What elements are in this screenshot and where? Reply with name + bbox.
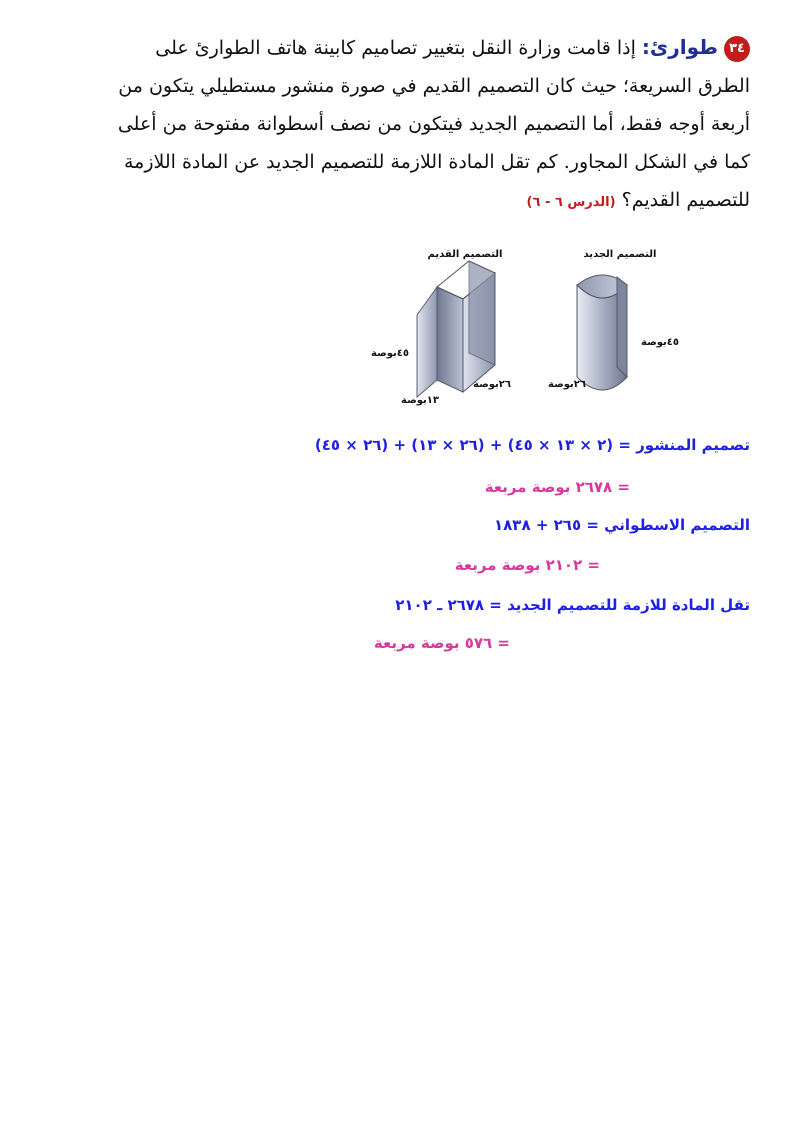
solution-cylinder-formula: التصميم الاسطواني = ٢٦٥ + ١٨٣٨ [494,516,750,534]
old-height-label: ٤٥بوصة [371,348,409,359]
old-depth-label: ١٣بوصة [401,395,439,406]
solution-prism-result: = ٢٦٧٨ بوصة مربعة [484,478,630,496]
problem-number-badge: ٣٤ [724,36,750,62]
new-design-label: التصميم الجديد [583,249,657,260]
new-design-half-cylinder [577,275,627,390]
new-height-label: ٤٥بوصة [641,337,679,348]
solution-prism-formula: تصميم المنشور = (٢ × ١٣ × ٤٥) + (٢٦ × ١٣) + (٢٦ × ٤٥) [314,436,750,454]
old-design-label: التصميم القديم [427,249,503,260]
solution-difference-formula: تقل المادة للازمة للتصميم الجديد = ٢٦٧٨ ـ ٢١٠٢ [395,596,750,614]
solution-difference-result: = ٥٧٦ بوصة مربعة [373,634,510,652]
new-diameter-label: ٢٦بوصة [548,379,586,390]
old-design-prism [417,261,495,397]
old-width-label: ٢٦بوصة [473,379,511,390]
problem-body: إذا قامت وزارة النقل بتغيير تصاميم كابينة هاتف الطوارئ على الطرق السريعة؛ حيث كان التصميم القديم في صورة منشور مستطيلي يتكون من أربعة أوجه فقط، أما التصميم الجديد فيتكون من نصف أسطوانة مفتوحة من أعلى كما في الشكل المجاور. كم تقل المادة اللازمة للتصميم الجديد عن المادة اللازمة للتصميم القديم؟ [117,37,750,211]
lesson-reference: (الدرس ٦ - ٦) [526,195,616,210]
problem-statement [105,28,750,222]
solution-cylinder-result: = ٢١٠٢ بوصة مربعة [454,556,600,574]
problem-title: طوارئ: [641,35,718,59]
booth-designs-figure [355,235,685,415]
